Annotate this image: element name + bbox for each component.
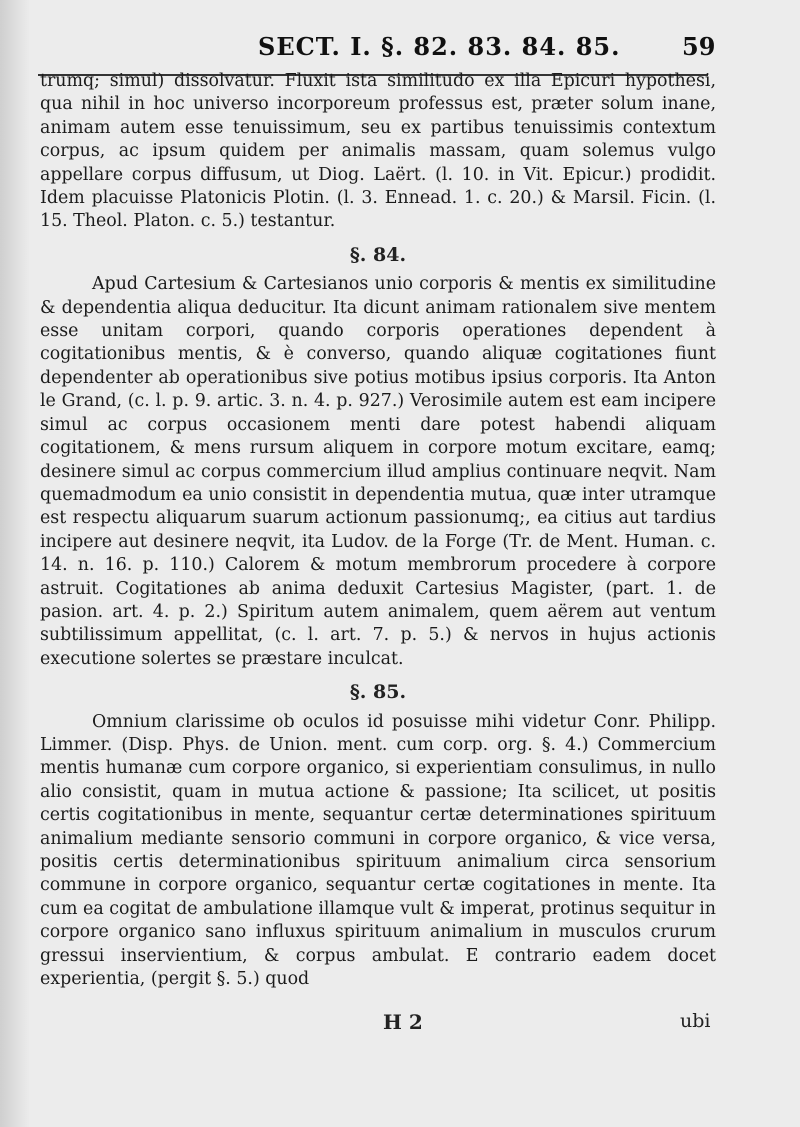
section-heading-84: §. 84. bbox=[349, 243, 407, 266]
page-header bbox=[0, 30, 800, 66]
catchword: ubi bbox=[680, 1010, 711, 1032]
page-gutter-shadow bbox=[0, 0, 30, 1127]
paragraph-84: Apud Cartesium & Cartesianos unio corporis & mentis ex similitudine & dependentia aliqua deducitur. Ita dicunt animam rationalem sive mentem esse unitam corpori, quando corporis operationes dependent à cogitationibus mentis, & è converso, quando aliquæ cogitationes fiunt dependenter ab operationibus sive potius motibus ipsius corporis. Ita Anton le Grand, (c. l. p. 9. artic. 3. n. 4. p. 927.) Verosimile autem est eam incipere simul ac corpus occasionem menti dare potest habendi aliquam cogitationem, & mens rursum aliquem in corpore motum excitare, eamq; desinere simul ac corpus commercium illud amplius continuare neqvit. Nam quemadmodum ea unio consistit in dependentia mutua, quæ inter utramque est respectu aliquarum suarum actionum passionumq;, ea citius aut tardius incipere aut desinere neqvit, ita Ludov. de la Forge (Tr. de Ment. Human. c. 14. n. 16. p. 110.) Calorem & motum membrorum procedere à corpore astruit. Cogitationes ab anima deduxit Cartesius Magister, (part. 1. de pasion. art. 4. p. 2.) Spiritum autem animalem, quem aërem aut ventum subtilissimum appellitat, (c. l. art. 7. p. 5.) & nervos in hujus actionis executione solertes se præstare inculcat. bbox=[40, 274, 716, 669]
paragraph-continued: trumq; simul) dissolvatur. Fluxit ista similitudo ex illa Epicuri hypothesi, qua nihil in hoc universo incorporeum professus est, præter solum inane, animam autem esse tenuissimum, seu ex partibus tenuissimis contextum corpus, ac ipsum quidem per animalis massam, quam solemus vulgo appellare corpus diffusum, ut Diog. Laërt. (l. 10. in Vit. Epicur.) prodidit. Idem placuisse Platonicis Plotin. (l. 3. Ennead. 1. c. 20.) & Marsil. Ficin. (l. 15. Theol. Platon. c. 5.) testantur. bbox=[40, 71, 716, 232]
page-number: 59 bbox=[682, 32, 716, 61]
page-body bbox=[40, 70, 716, 991]
paragraph-85: Omnium clarissime ob oculos id posuisse mihi videtur Conr. Philipp. Limmer. (Disp. Phys. de Union. ment. cum corp. org. §. 4.) Commercium mentis humanæ cum corpore organico, si experientiam consulimus, in nullo alio consistit, quam in mutua actione & passione; Ita scilicet, ut positis certis cogitationibus in mente, sequantur certæ determinationes spirituum animalium mediante sensorio communi in corpore organico, & vice versa, positis certis determinationibus spirituum animalium circa sensorium commune in corpore organico, sequantur certæ cogitationes in mente. Ita cum ea cogitat de ambulatione illamque vult & imperat, protinus sequitur in corpore organico sano influxus spirituum animalium in musculos crurum gressui inservientium, & corpus ambulat. E contrario eadem docet experientia, (pergit §. 5.) quod bbox=[40, 711, 716, 990]
running-head: SECT. I. §. 82. 83. 84. 85. bbox=[258, 32, 621, 61]
signature-mark: H 2 bbox=[383, 1010, 423, 1034]
section-heading-85: §. 85. bbox=[349, 681, 407, 704]
page-footer bbox=[0, 1010, 800, 1040]
